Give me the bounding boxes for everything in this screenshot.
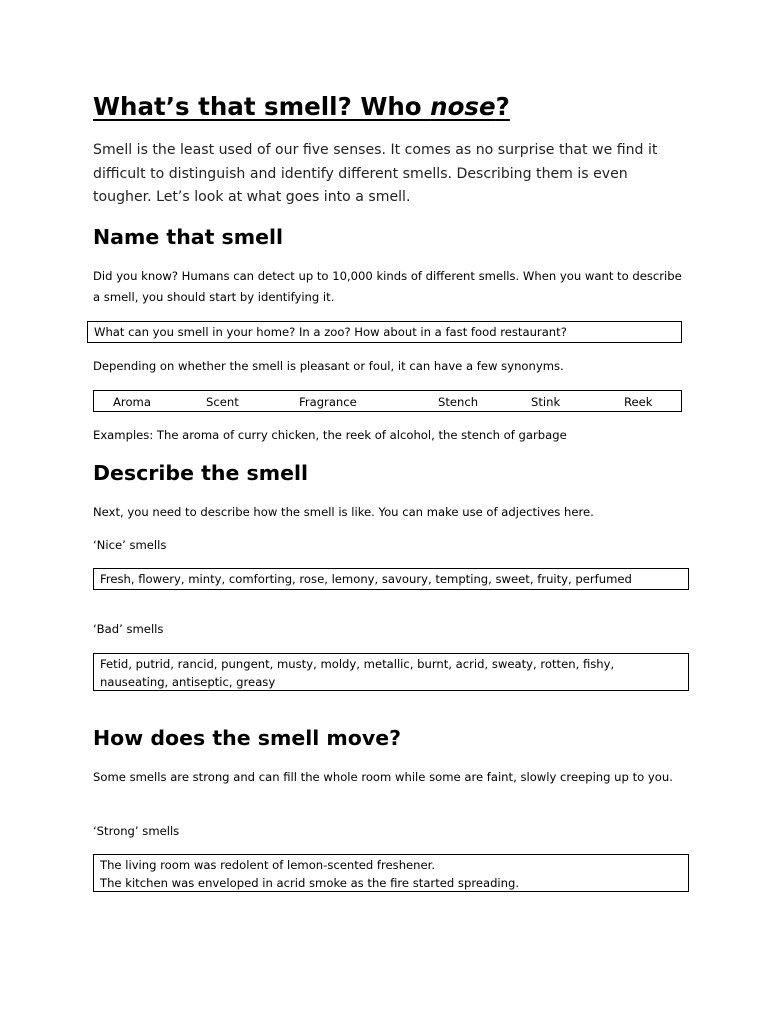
- nice-smells-label: ‘Nice’ smells: [93, 538, 167, 552]
- intro-paragraph: Smell is the least used of our five senses. It comes as no surprise that we find it difficult to distinguish and identify different smells. Describing them is even tougher. Let’s look at what goes into a smell.: [93, 142, 658, 205]
- question-box: [87, 321, 682, 343]
- section-heading-describe: Describe the smell: [93, 461, 309, 485]
- section-heading-name: Name that smell: [93, 225, 284, 249]
- section-heading-move: How does the smell move?: [93, 726, 402, 750]
- synonym-intro: Depending on whether the smell is pleasant or foul, it can have a few synonyms.: [93, 359, 564, 373]
- title-emphasis: nose: [430, 92, 496, 121]
- question-text: What can you smell in your home? In a zoo? How about in a fast food restaurant?: [94, 325, 567, 339]
- describe-paragraph: Next, you need to describe how the smell is like. You can make use of adjectives here.: [93, 505, 594, 519]
- page-title: [93, 88, 510, 126]
- bad-smells-label: ‘Bad’ smells: [93, 622, 164, 636]
- title-suffix: ?: [495, 92, 510, 121]
- synonym-box: [93, 390, 682, 412]
- title-prefix: What’s that smell? Who: [93, 92, 431, 121]
- strong-smells-label: ‘Strong’ smells: [93, 824, 180, 838]
- move-paragraph: Some smells are strong and can fill the whole room while some are faint, slowly creeping up to you.: [93, 770, 673, 784]
- nice-smells-text: Fresh, flowery, minty, comforting, rose, lemony, savoury, tempting, sweet, fruity, perfumed: [100, 572, 632, 586]
- synonym-aroma: Aroma: [113, 395, 151, 409]
- strong-smell-example: The kitchen was enveloped in acrid smoke as the fire started spreading.: [100, 876, 520, 890]
- nice-smells-box: [93, 568, 689, 590]
- examples-line: Examples: The aroma of curry chicken, the reek of alcohol, the stench of garbage: [93, 428, 567, 442]
- bad-smells-text: Fetid, putrid, rancid, pungent, musty, moldy, metallic, burnt, acrid, sweaty, rotten, fishy, nauseating, antiseptic, greasy: [100, 657, 615, 689]
- synonym-stink: Stink: [531, 395, 561, 409]
- bad-smells-box: [93, 653, 689, 691]
- strong-smell-example: The living room was redolent of lemon-scented freshener.: [100, 858, 436, 872]
- strong-smells-box: [93, 854, 689, 892]
- synonym-stench: Stench: [438, 395, 479, 409]
- synonym-scent: Scent: [206, 395, 239, 409]
- name-paragraph: Did you know? Humans can detect up to 10,000 kinds of different smells. When you want to describe a smell, you should start by identifying it.: [93, 269, 682, 304]
- synonym-reek: Reek: [624, 395, 653, 409]
- synonym-fragrance: Fragrance: [299, 395, 357, 409]
